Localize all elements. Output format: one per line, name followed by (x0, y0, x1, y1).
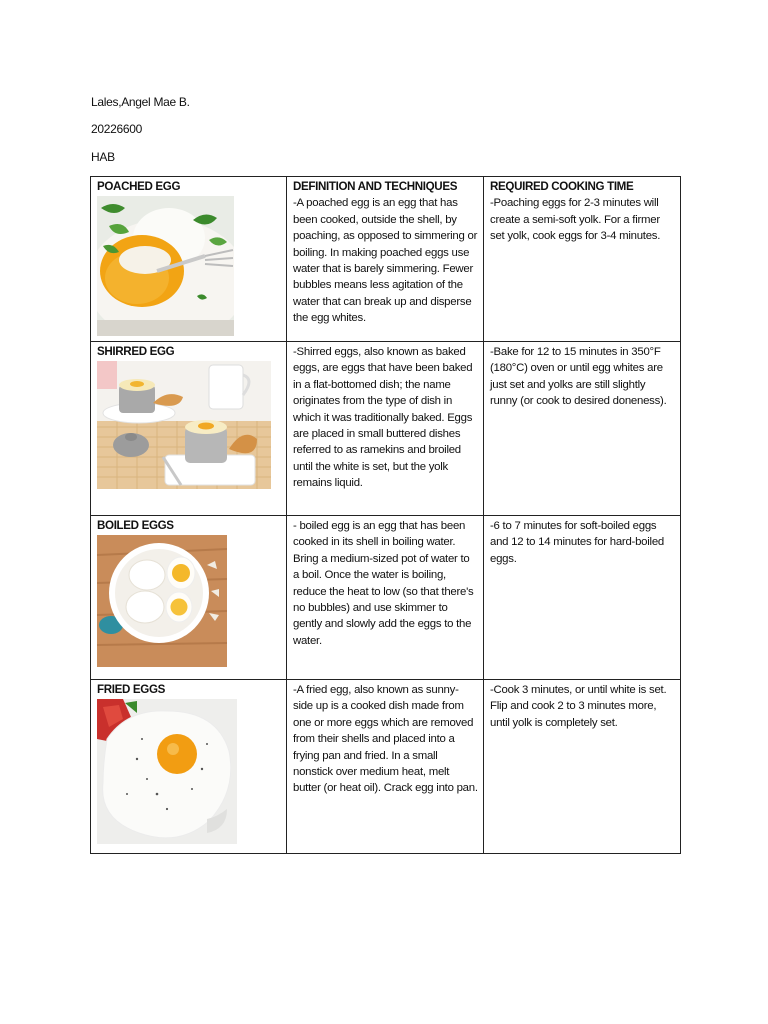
table-row (91, 516, 681, 680)
egg-type-cell (91, 680, 287, 854)
student-section: HAB (91, 150, 115, 164)
definition-cell (287, 516, 484, 680)
definition-text: -A fried egg, also known as sunny-side up is a cooked dish made from one or more eggs which are removed from their shells and placed into a frying pan and fried. In a small nonstick over medium heat, melt butter (or heat oil). Crack egg into pan. (293, 684, 478, 795)
egg-type-cell (91, 177, 287, 342)
egg-type-name: FRIED EGGS (97, 683, 166, 696)
definition-text: - boiled egg is an egg that has been cooked in its shell in boiling water. Bring a medium-sized pot of water to a boil. Once the water is boiling, reduce the heat to low (so that there's no bubbles) and use skimmer to gently and slowly add the eggs to the water. (293, 520, 474, 647)
definition-cell (287, 177, 484, 342)
cooking-time-text: -6 to 7 minutes for soft-boiled eggs and 12 to 14 minutes for hard-boiled eggs. (490, 520, 665, 565)
cooking-time-text: -Bake for 12 to 15 minutes in 350°F (180°C) oven or until egg whites are just set and yolks are still slightly runny (or cook to desired doneness). (490, 346, 667, 408)
table-row (91, 680, 681, 854)
cooking-time-text: -Poaching eggs for 2-3 minutes will create a semi-soft yolk. For a firmer set yolk, cook eggs for 3-4 minutes. (490, 197, 661, 243)
definition-header: DEFINITION AND TECHNIQUES (293, 180, 458, 193)
poached-egg-photo (97, 196, 281, 336)
table-row (91, 342, 681, 516)
cooking-time-header: REQUIRED COOKING TIME (490, 180, 634, 193)
definition-cell (287, 680, 484, 854)
table-row (91, 177, 681, 342)
egg-cooking-table (90, 176, 681, 854)
egg-type-name: BOILED EGGS (97, 519, 174, 532)
egg-type-cell (91, 516, 287, 680)
fried-eggs-photo (97, 699, 281, 844)
definition-cell (287, 342, 484, 516)
cooking-time-cell (484, 680, 681, 854)
cooking-time-cell (484, 177, 681, 342)
definition-text: -Shirred eggs, also known as baked eggs, are eggs that have been baked in a flat-bottomed dish; the name originates from the type of dish in which it was traditionally baked. Eggs are placed in small buttered dishes referred to as ramekins and broiled until the white is set, but the yolk remains liquid. (293, 346, 473, 490)
cooking-time-cell (484, 516, 681, 680)
student-name: Lales,Angel Mae B. (91, 95, 190, 109)
egg-type-name: POACHED EGG (97, 180, 181, 193)
cooking-time-text: -Cook 3 minutes, or until white is set. Flip and cook 2 to 3 minutes more, until yolk is completely set. (490, 684, 667, 729)
student-id-number: 20226600 (91, 122, 142, 136)
egg-type-name: SHIRRED EGG (97, 345, 175, 358)
cooking-time-cell (484, 342, 681, 516)
definition-text: -A poached egg is an egg that has been cooked, outside the shell, by poaching, as opposed to simmering or boiling. In making poached eggs use water that is barely simmering. Fewer bubbles means less agitation of the water that can break up and disperse the egg whites. (293, 197, 478, 325)
shirred-egg-photo (97, 361, 281, 489)
egg-type-cell (91, 342, 287, 516)
boiled-eggs-photo (97, 535, 281, 667)
